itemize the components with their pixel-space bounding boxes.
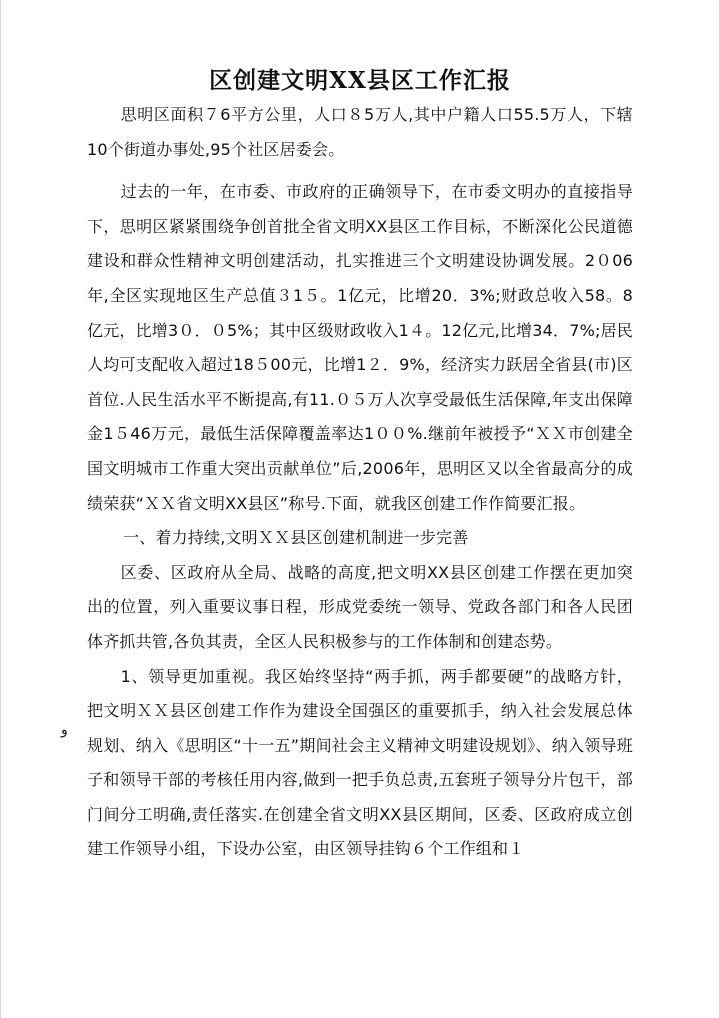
paragraph-intro: 思明区面积７6平方公里，人口８5万人,其中户籍人口55.5万人，下辖10个街道办事处,95个社区居委会。 xyxy=(87,105,633,159)
document-body xyxy=(87,98,633,867)
section-heading-1: 一、着力持续,文明ＸＸ县区创建机制进一步完善 xyxy=(123,528,469,548)
document-title: 区创建文明XX县区工作汇报 xyxy=(209,67,511,94)
paragraph-leadership-attention: 1、领导更加重视。我区始终坚持“两手抓，两手都要硬”的战略方针，把文明ＸＸ县区创建工作作为建设全国强区的重要抓手，纳入社会发展总体规划、纳入《思明区“十一五”期间社会主义精神文明建设规划》、纳入领导班子和领导干部的考核任用内容,做到一把手负总责,五套班子领导分片包干，部门间分工明确,责任落实.在创建全省文明XX县区期间，区委、区政府成立创建工作领导小组，下设办公室，由区领导挂钩６个工作组和１ xyxy=(87,666,633,859)
margin-mark: و xyxy=(61,722,68,738)
paragraph-leadership-system: 区委、区政府从全局、战略的高度,把文明XX县区创建工作摆在更加突出的位置，列入重要议事日程，形成党委统一领导、党政各部门和各人民团体齐抓共管,各负其责，全区人民积极参与的工作体制和创建态势。 xyxy=(87,562,633,651)
paragraph-past-year: 过去的一年，在市委、市政府的正确领导下，在市委文明办的直接指导下，思明区紧紧围绕争创首批全省文明XX县区工作目标，不断深化公民道德建设和群众性精神文明创建活动，扎实推进三个文明建设协调发展。2０06年,全区实现地区生产总值３1５。1亿元，比增20．3%;财政总收入58。8亿元，比增3０．０5%；其中区级财政收入1４。12亿元,比增34．7%;居民人均可支配收入超过18５00元，比增1２．9%，经济实力跃居全省县(市)区首位.人民生活水平不断提高,有11.０５万人次享受最低生活保障,年支出保障金1５46万元，最低生活保障覆盖率达1００%.继前年被授予“ＸＸ市创建全国文明城市工作重大突出贡献单位”后,2006年，思明区又以全省最高分的成绩荣获“ＸＸ省文明XX县区”称号.下面，就我区创建工作作简要汇报。 xyxy=(87,182,633,513)
